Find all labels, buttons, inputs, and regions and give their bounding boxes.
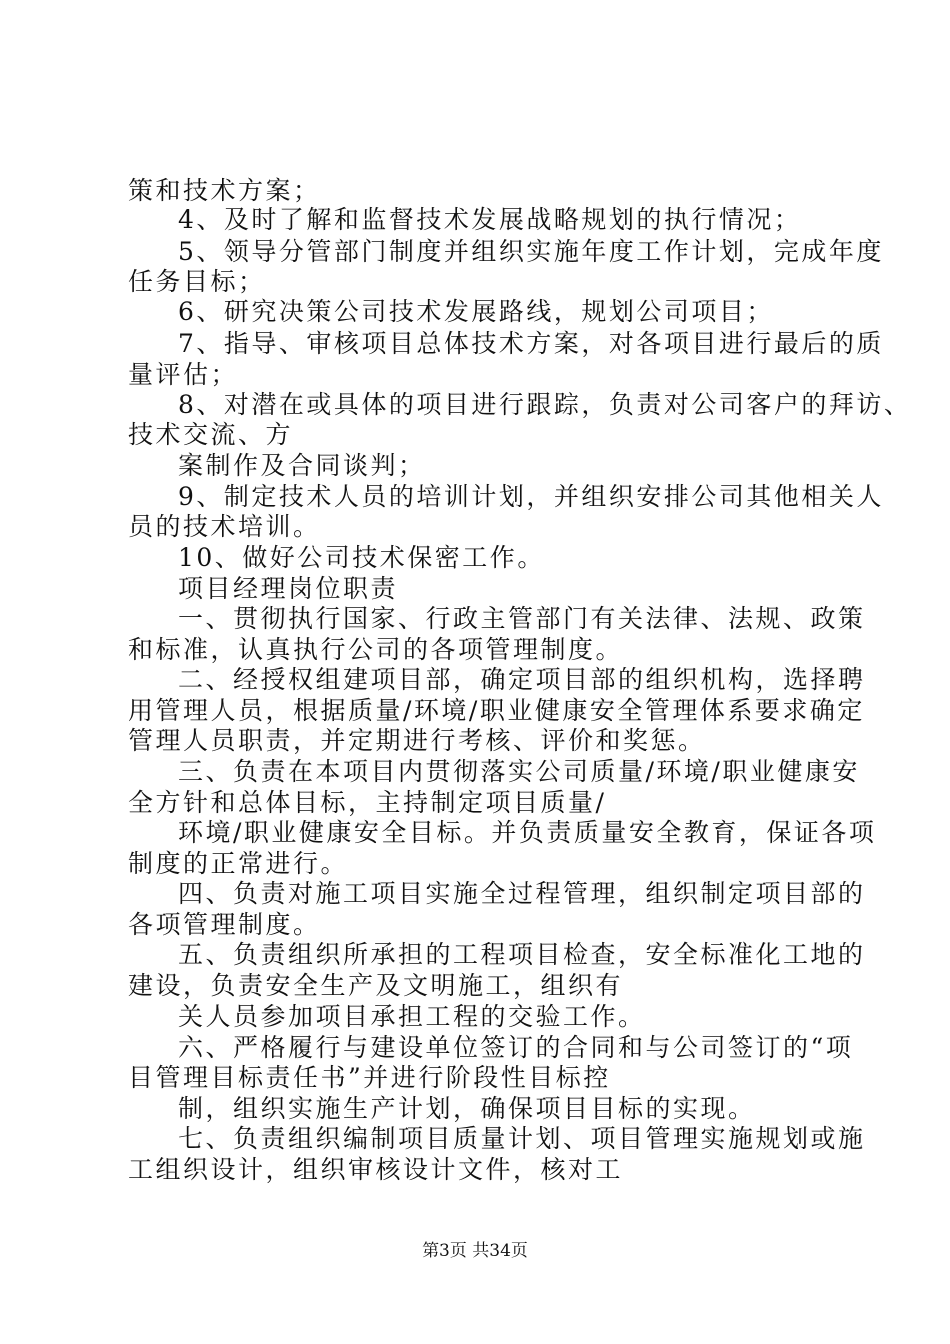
text-line: 9、制定技术人员的培训计划，并组织安排公司其他相关人 (178, 482, 884, 511)
text-line: 4、及时了解和监督技术发展战略规划的执行情况； (178, 205, 802, 234)
text-line: 关人员参加项目承担工程的交验工作。 (178, 1002, 646, 1031)
text-line: 量评估； (128, 360, 239, 389)
text-line: 6、研究决策公司技术发展路线，规划公司项目； (178, 297, 774, 326)
text-line: 制，组织实施生产计划，确保项目目标的实现。 (178, 1094, 756, 1123)
text-line: 二、经授权组建项目部，确定项目部的组织机构，选择聘 (178, 665, 866, 694)
section-heading: 项目经理岗位职责 (178, 574, 399, 603)
text-line: 六、严格履行与建设单位签订的合同和与公司签订的“项 (178, 1033, 854, 1062)
text-line: 7、指导、审核项目总体技术方案，对各项目进行最后的质 (178, 329, 884, 358)
text-line: 工组织设计，组织审核设计文件，核对工 (128, 1155, 624, 1184)
text-line: 员的技术培训。 (128, 512, 321, 541)
text-line: 任务目标； (128, 267, 266, 296)
text-line: 5、领导分管部门制度并组织实施年度工作计划，完成年度 (178, 237, 884, 266)
text-line: 各项管理制度。 (128, 910, 321, 939)
text-line: 建设，负责安全生产及文明施工，组织有 (128, 971, 624, 1000)
text-line: 用管理人员，根据质量/环境/职业健康安全管理体系要求确定 (128, 696, 865, 725)
text-line: 七、负责组织编制项目质量计划、项目管理实施规划或施 (178, 1124, 866, 1153)
text-line: 和标准，认真执行公司的各项管理制度。 (128, 635, 624, 664)
text-line: 三、负责在本项目内贯彻落实公司质量/环境/职业健康安 (178, 757, 860, 786)
page-number-footer: 第3页 共34页 (422, 1241, 528, 1261)
text-line: 五、负责组织所承担的工程项目检查，安全标准化工地的 (178, 940, 866, 969)
text-line: 8、对潜在或具体的项目进行跟踪，负责对公司客户的拜访、 (178, 390, 912, 419)
text-line: 策和技术方案； (128, 176, 321, 205)
text-line: 案制作及合同谈判； (178, 451, 426, 480)
text-line: 四、负责对施工项目实施全过程管理，组织制定项目部的 (178, 879, 866, 908)
text-line: 10、做好公司技术保密工作。 (178, 543, 545, 572)
text-line: 制度的正常进行。 (128, 849, 349, 878)
text-line: 环境/职业健康安全目标。并负责质量安全教育，保证各项 (178, 818, 877, 847)
text-line: 一、贯彻执行国家、行政主管部门有关法律、法规、政策 (178, 604, 866, 633)
text-line: 技术交流、方 (128, 420, 294, 449)
text-line: 目管理目标责任书”并进行阶段性目标控 (128, 1063, 611, 1092)
text-line: 管理人员职责，并定期进行考核、评价和奖惩。 (128, 726, 706, 755)
text-line: 全方针和总体目标，主持制定项目质量/ (128, 788, 607, 817)
